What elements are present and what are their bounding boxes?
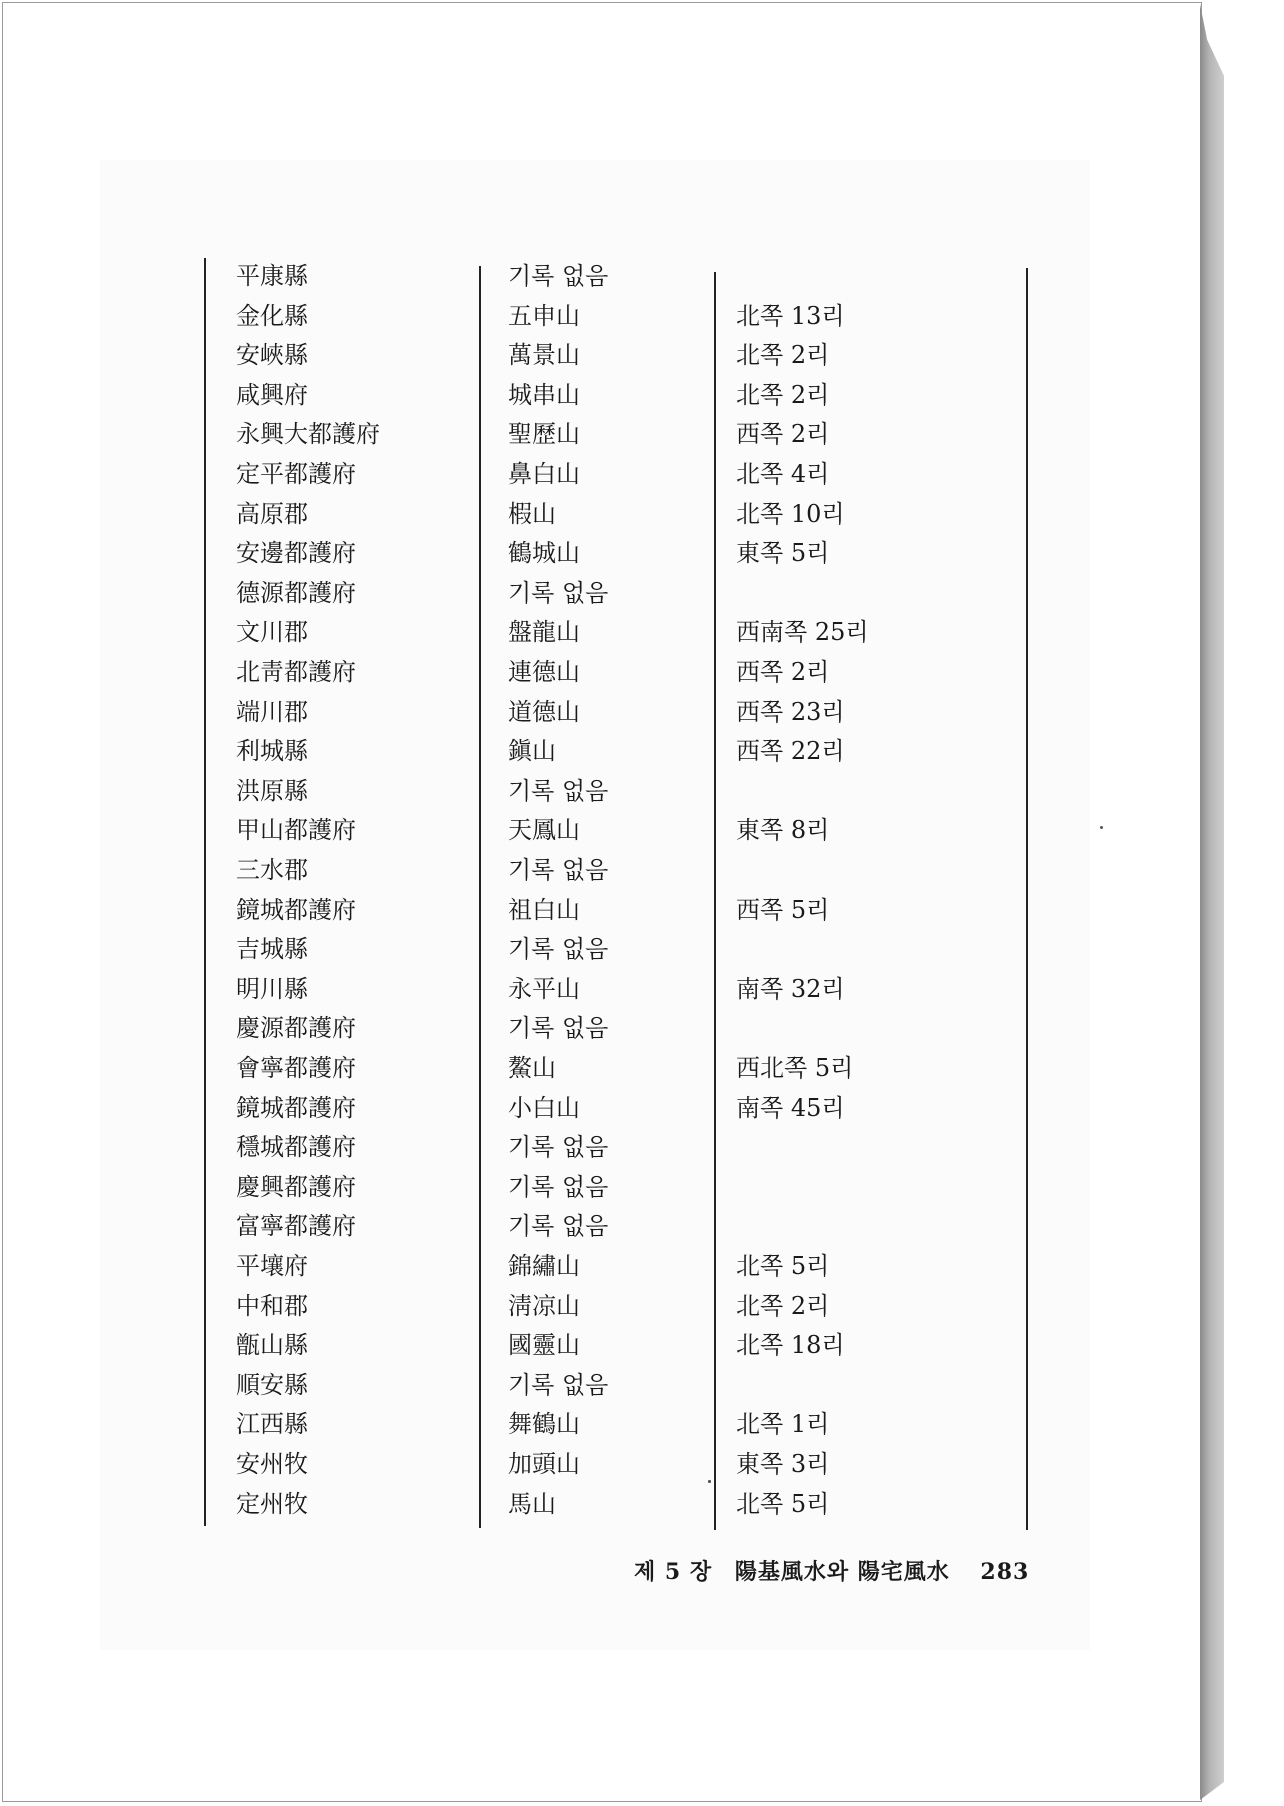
- guardian-mountain-cell: 기록 없음: [508, 1212, 609, 1241]
- direction-distance-cell: 南쪽 32리: [736, 974, 845, 1003]
- guardian-mountain-cell: 連德山: [508, 658, 580, 686]
- place-name-cell: 高原郡: [236, 499, 308, 528]
- place-name-cell: 會寧都護府: [236, 1054, 356, 1082]
- table-row: [204, 1325, 1044, 1365]
- guardian-mountain-cell: 祖白山: [508, 895, 580, 924]
- place-name-cell: 順安縣: [236, 1370, 308, 1399]
- table-row: [204, 1484, 1044, 1524]
- place-name-cell: 永興大都護府: [236, 420, 380, 449]
- place-name-cell: 吉城縣: [236, 935, 308, 964]
- table-row: [204, 652, 1044, 692]
- table-row: [204, 256, 1044, 296]
- scan-speck: [1100, 826, 1103, 829]
- place-name-cell: 定平都護府: [236, 460, 356, 488]
- guardian-mountain-cell: 鰲山: [508, 1054, 556, 1082]
- direction-distance-cell: 北쪽 2리: [736, 380, 830, 409]
- guardian-mountain-cell: 永平山: [508, 974, 580, 1003]
- direction-distance-cell: 西쪽 23리: [736, 697, 845, 726]
- table-row: [204, 414, 1044, 454]
- direction-distance-cell: 北쪽 5리: [736, 1489, 830, 1518]
- direction-distance-cell: 東쪽 8리: [736, 816, 830, 845]
- guardian-mountain-cell: 기록 없음: [508, 1370, 609, 1399]
- direction-distance-cell: 南쪽 45리: [736, 1093, 845, 1122]
- guardian-mountain-cell: 기록 없음: [508, 262, 609, 290]
- guardian-mountain-cell: 小白山: [508, 1093, 580, 1122]
- guardian-mountain-cell: 기록 없음: [508, 776, 609, 805]
- guardian-mountain-cell: 萬景山: [508, 341, 580, 370]
- direction-distance-cell: 西쪽 2리: [736, 658, 830, 686]
- place-name-cell: 文川郡: [236, 618, 308, 647]
- direction-distance-cell: 北쪽 1리: [736, 1410, 830, 1439]
- guardian-mountain-cell: 鼻白山: [508, 460, 580, 488]
- direction-distance-cell: 東쪽 3리: [736, 1450, 830, 1478]
- direction-distance-cell: 北쪽 13리: [736, 301, 845, 330]
- place-name-cell: 定州牧: [236, 1489, 308, 1518]
- place-name-cell: 慶源都護府: [236, 1014, 356, 1043]
- guardian-mountain-cell: 기록 없음: [508, 1172, 609, 1201]
- table-row: [204, 296, 1044, 336]
- table-row: [204, 810, 1044, 850]
- direction-distance-cell: 北쪽 10리: [736, 499, 845, 528]
- place-name-cell: 平壤府: [236, 1252, 308, 1280]
- guardian-mountain-cell: 錦繡山: [508, 1252, 580, 1280]
- place-name-cell: 中和郡: [236, 1291, 308, 1320]
- footer-title: 陽基風水와 陽宅風水: [734, 1559, 950, 1585]
- guardian-mountain-cell: 加頭山: [508, 1450, 580, 1478]
- table-row: [204, 890, 1044, 930]
- place-name-cell: 江西縣: [236, 1410, 308, 1439]
- table-row: [204, 692, 1044, 732]
- table-row: [204, 731, 1044, 771]
- guardian-mountain-cell: 舞鶴山: [508, 1410, 580, 1439]
- table-row: [204, 533, 1044, 573]
- table-row: [204, 612, 1044, 652]
- guardian-mountain-cell: 聖歷山: [508, 420, 580, 449]
- direction-distance-cell: 西南쪽 25리: [736, 618, 869, 647]
- place-name-cell: 端川郡: [236, 697, 308, 726]
- place-name-cell: 慶興都護府: [236, 1172, 356, 1201]
- place-name-cell: 甑山縣: [236, 1331, 308, 1360]
- guardian-mountain-cell: 기록 없음: [508, 1133, 609, 1162]
- direction-distance-cell: 北쪽 2리: [736, 341, 830, 370]
- place-name-cell: 明川縣: [236, 974, 308, 1003]
- guardian-mountain-cell: 기록 없음: [508, 935, 609, 964]
- table-row: [204, 335, 1044, 375]
- direction-distance-cell: 西쪽 2리: [736, 420, 830, 449]
- direction-distance-cell: 西北쪽 5리: [736, 1054, 854, 1082]
- page-footer: [634, 1555, 1029, 1586]
- table-row: [204, 850, 1044, 890]
- place-name-cell: 北靑都護府: [236, 658, 356, 686]
- table-row: [204, 1365, 1044, 1405]
- guardian-mountain-cell: 鎭山: [508, 737, 556, 766]
- table-row: [204, 771, 1044, 811]
- scan-speck: [708, 1480, 711, 1483]
- table-row: [204, 494, 1044, 534]
- place-name-cell: 平康縣: [236, 262, 308, 290]
- place-name-cell: 咸興府: [236, 380, 308, 409]
- place-name-cell: 洪原縣: [236, 776, 308, 805]
- place-name-cell: 德源都護府: [236, 578, 356, 607]
- guardian-mountain-cell: 五申山: [508, 301, 580, 330]
- guardian-mountain-cell: 淸凉山: [508, 1291, 580, 1320]
- table-row: [204, 1008, 1044, 1048]
- table-row: [204, 1088, 1044, 1128]
- direction-distance-cell: 北쪽 2리: [736, 1291, 830, 1320]
- place-name-cell: 安邊都護府: [236, 539, 356, 568]
- guardian-mountain-cell: 天鳳山: [508, 816, 580, 845]
- table-row: [204, 1444, 1044, 1484]
- guardian-mountain-cell: 道德山: [508, 697, 580, 726]
- guardian-mountain-cell: 椵山: [508, 499, 556, 528]
- table-row: [204, 375, 1044, 415]
- guardian-mountain-cell: 國靈山: [508, 1331, 580, 1360]
- guardian-mountain-cell: 盤龍山: [508, 618, 580, 647]
- table-row: [204, 573, 1044, 613]
- place-name-cell: 富寧都護府: [236, 1212, 356, 1241]
- guardian-mountain-cell: 城串山: [508, 380, 580, 409]
- page-edge-shadow: [1200, 4, 1224, 1800]
- direction-distance-cell: 西쪽 22리: [736, 737, 845, 766]
- direction-distance-cell: 北쪽 4리: [736, 460, 830, 488]
- footer-chapter: 제 5 장: [634, 1559, 713, 1585]
- table-row: [204, 929, 1044, 969]
- page-number: 283: [980, 1559, 1030, 1585]
- table-row: [204, 1404, 1044, 1444]
- place-name-cell: 甲山都護府: [236, 816, 356, 845]
- place-name-cell: 安州牧: [236, 1450, 308, 1478]
- place-name-cell: 穩城都護府: [236, 1133, 356, 1162]
- place-name-cell: 安峽縣: [236, 341, 308, 370]
- place-name-cell: 三水郡: [236, 856, 308, 884]
- direction-distance-cell: 西쪽 5리: [736, 895, 830, 924]
- table-row: [204, 1127, 1044, 1167]
- table-row: [204, 969, 1044, 1009]
- table-row: [204, 454, 1044, 494]
- place-name-cell: 利城縣: [236, 737, 308, 766]
- guardian-mountain-cell: 馬山: [508, 1489, 556, 1518]
- place-name-cell: 鏡城都護府: [236, 895, 356, 924]
- guardian-mountain-cell: 기록 없음: [508, 856, 609, 884]
- direction-distance-cell: 東쪽 5리: [736, 539, 830, 568]
- table-row: [204, 1206, 1044, 1246]
- place-name-cell: 鏡城都護府: [236, 1093, 356, 1122]
- table-row: [204, 1246, 1044, 1286]
- table-row: [204, 1167, 1044, 1207]
- table-row: [204, 1048, 1044, 1088]
- direction-distance-cell: 北쪽 5리: [736, 1252, 830, 1280]
- guardian-mountain-cell: 鶴城山: [508, 539, 580, 568]
- guardian-mountain-cell: 기록 없음: [508, 1014, 609, 1043]
- geomancy-table: [204, 258, 1044, 1528]
- guardian-mountain-cell: 기록 없음: [508, 578, 609, 607]
- direction-distance-cell: 北쪽 18리: [736, 1331, 845, 1360]
- table-row: [204, 1286, 1044, 1326]
- place-name-cell: 金化縣: [236, 301, 308, 330]
